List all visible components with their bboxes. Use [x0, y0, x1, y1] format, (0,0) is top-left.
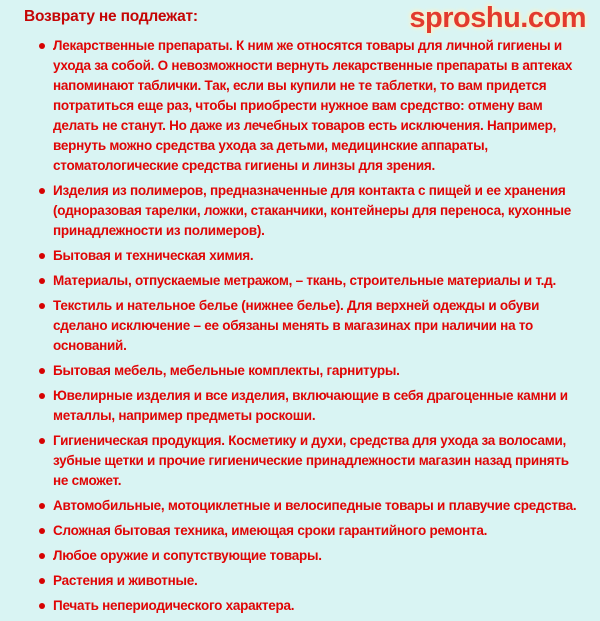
bullet-icon	[39, 278, 45, 284]
list-item-text: Изделия из полимеров, предназначенные для контакта с пищей и ее хранения (одноразовая тарелки, ложки, стаканчики, контейнеры для переноса, кухонные принадлежности из полимеров).	[53, 183, 572, 238]
list-item	[53, 246, 582, 266]
list-item-text: Материалы, отпускаемые метражом, – ткань, строительные материалы и т.д.	[53, 273, 556, 288]
bullet-icon	[39, 393, 45, 399]
list-item	[53, 546, 582, 566]
bullet-icon	[39, 603, 45, 609]
bullet-icon	[39, 553, 45, 559]
list-item-text: Бытовая мебель, мебельные комплекты, гарнитуры.	[53, 363, 400, 378]
list-item-text: Растения и животные.	[53, 573, 198, 588]
page-title: Возврату не подлежат:	[24, 8, 198, 25]
list-item-text: Сложная бытовая техника, имеющая сроки гарантийного ремонта.	[53, 523, 488, 538]
list-item	[53, 271, 582, 291]
bullet-icon	[39, 438, 45, 444]
list-item	[53, 431, 582, 491]
bullet-icon	[39, 253, 45, 259]
bullet-icon	[39, 503, 45, 509]
list-item-text: Гигиеническая продукция. Косметику и духи, средства для ухода за волосами, зубные щетки и прочие гигиенические принадлежности магазин назад принять не сможет.	[53, 433, 569, 488]
bullet-icon	[39, 43, 45, 49]
list-item	[53, 181, 582, 241]
bullet-icon	[39, 188, 45, 194]
list-item-text: Лекарственные препараты. К ним же относятся товары для личной гигиены и ухода за собой. О невозможности вернуть лекарственные препараты в аптеках напоминают таблички. Так, если вы купили не те таблетки, то вам придется потратиться еще раз, чтобы приобрести нужное вам средство: отмену вам делать не станут. Но даже из лечебных товаров есть исключения. Например, вернуть можно средства ухода за детьми, медицинские аппараты, стоматологические средства гигиены и линзы для зрения.	[53, 38, 573, 173]
no-return-list	[0, 36, 600, 621]
bullet-icon	[39, 303, 45, 309]
list-item	[53, 571, 582, 591]
list-item	[53, 386, 582, 426]
list-item-text: Печать непериодического характера.	[53, 598, 295, 613]
list-item	[53, 521, 582, 541]
list-item	[53, 36, 582, 176]
list-item-text: Любое оружие и сопутствующие товары.	[53, 548, 322, 563]
list-item-text: Ювелирные изделия и все изделия, включающие в себя драгоценные камни и металлы, например предметы роскоши.	[53, 388, 568, 423]
list-item	[53, 296, 582, 356]
bullet-icon	[39, 368, 45, 374]
watermark: sproshu.com	[409, 2, 586, 34]
bullet-icon	[39, 528, 45, 534]
list-item-text: Бытовая и техническая химия.	[53, 248, 254, 263]
list-item	[53, 596, 582, 616]
list-item	[53, 361, 582, 381]
list-item	[53, 496, 582, 516]
list-item-text: Автомобильные, мотоциклетные и велосипедные товары и плавучие средства.	[53, 498, 577, 513]
bullet-icon	[39, 578, 45, 584]
list-item-text: Текстиль и нательное белье (нижнее белье). Для верхней одежды и обуви сделано исключение – ее обязаны менять в магазинах при наличии на то оснований.	[53, 298, 540, 353]
